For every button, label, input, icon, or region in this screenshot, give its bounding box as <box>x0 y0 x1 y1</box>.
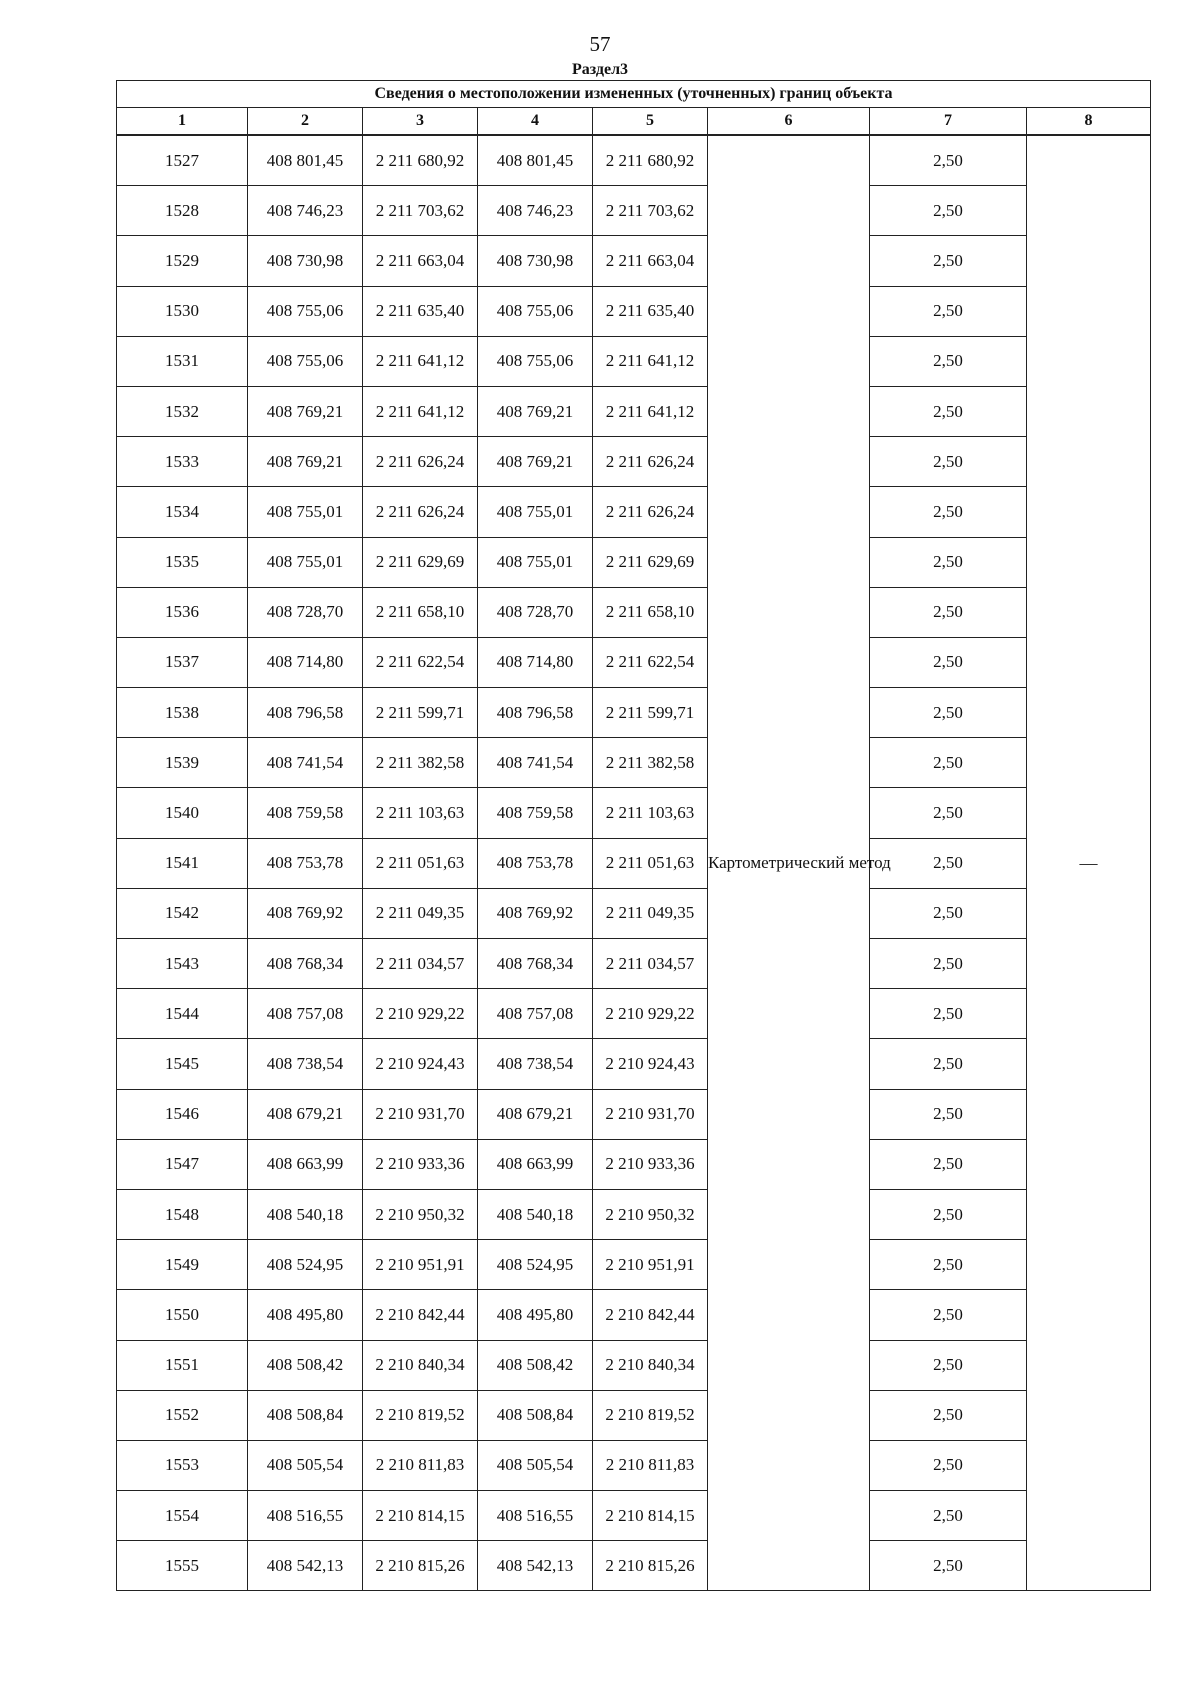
table-cell-y2: 2 211 680,92 <box>593 135 708 186</box>
table-cell-n: 1553 <box>117 1440 248 1490</box>
table-cell-y1: 2 211 382,58 <box>363 738 478 788</box>
table-cell-accuracy: 2,50 <box>870 1390 1027 1440</box>
table-cell-y1: 2 210 933,36 <box>363 1139 478 1189</box>
method-cell: Картометрический метод <box>708 135 870 1591</box>
table-cell-y2: 2 210 814,15 <box>593 1491 708 1541</box>
table-cell-n: 1529 <box>117 236 248 286</box>
table-cell-y1: 2 211 049,35 <box>363 888 478 938</box>
table-cell-x2: 408 769,21 <box>478 437 593 487</box>
table-row <box>117 788 1151 838</box>
table-cell-x1: 408 796,58 <box>248 688 363 738</box>
table-cell-accuracy: 2,50 <box>870 386 1027 436</box>
table-cell-y1: 2 211 703,62 <box>363 186 478 236</box>
table-body <box>117 135 1151 1591</box>
table-cell-y2: 2 211 382,58 <box>593 738 708 788</box>
table-row <box>117 1290 1151 1340</box>
table-cell-y2: 2 211 629,69 <box>593 537 708 587</box>
table-cell-accuracy: 2,50 <box>870 688 1027 738</box>
table-cell-accuracy: 2,50 <box>870 1039 1027 1089</box>
table-row <box>117 1189 1151 1239</box>
table-cell-y2: 2 211 626,24 <box>593 487 708 537</box>
table-cell-n: 1549 <box>117 1240 248 1290</box>
table-cell-accuracy: 2,50 <box>870 437 1027 487</box>
table-cell-x2: 408 714,80 <box>478 637 593 687</box>
table-cell-y2: 2 211 641,12 <box>593 336 708 386</box>
table-cell-y2: 2 211 034,57 <box>593 939 708 989</box>
table-row <box>117 738 1151 788</box>
table-cell-n: 1544 <box>117 989 248 1039</box>
table-cell-x2: 408 759,58 <box>478 788 593 838</box>
table-row <box>117 939 1151 989</box>
table-cell-x2: 408 516,55 <box>478 1491 593 1541</box>
table-cell-accuracy: 2,50 <box>870 1240 1027 1290</box>
table-cell-n: 1552 <box>117 1390 248 1440</box>
table-cell-x1: 408 516,55 <box>248 1491 363 1541</box>
table-cell-x1: 408 755,01 <box>248 487 363 537</box>
table-cell-accuracy: 2,50 <box>870 236 1027 286</box>
table-row <box>117 1139 1151 1189</box>
table-cell-x1: 408 728,70 <box>248 587 363 637</box>
table-cell-x1: 408 755,06 <box>248 336 363 386</box>
table-row <box>117 1340 1151 1390</box>
table-cell-y2: 2 210 950,32 <box>593 1189 708 1239</box>
table-cell-x1: 408 524,95 <box>248 1240 363 1290</box>
table-cell-accuracy: 2,50 <box>870 1290 1027 1340</box>
table-cell-x1: 408 738,54 <box>248 1039 363 1089</box>
column-number: 5 <box>593 108 708 136</box>
table-cell-x2: 408 755,01 <box>478 537 593 587</box>
table-cell-y1: 2 211 641,12 <box>363 336 478 386</box>
table-cell-y1: 2 211 680,92 <box>363 135 478 186</box>
table-cell-y2: 2 210 819,52 <box>593 1390 708 1440</box>
table-cell-n: 1532 <box>117 386 248 436</box>
table-cell-x2: 408 769,21 <box>478 386 593 436</box>
table-cell-y1: 2 210 924,43 <box>363 1039 478 1089</box>
column-number: 6 <box>708 108 870 136</box>
table-cell-x2: 408 679,21 <box>478 1089 593 1139</box>
table-cell-n: 1535 <box>117 537 248 587</box>
table-cell-x2: 408 730,98 <box>478 236 593 286</box>
table-cell-n: 1528 <box>117 186 248 236</box>
table-cell-x2: 408 753,78 <box>478 838 593 888</box>
table-caption: Сведения о местоположении измененных (уточненных) границ объекта <box>117 81 1151 108</box>
table-cell-x1: 408 769,92 <box>248 888 363 938</box>
table-cell-x2: 408 495,80 <box>478 1290 593 1340</box>
table-cell-y2: 2 211 051,63 <box>593 838 708 888</box>
table-row <box>117 1089 1151 1139</box>
table-cell-y2: 2 211 626,24 <box>593 437 708 487</box>
table-row <box>117 838 1151 888</box>
column-number: 7 <box>870 108 1027 136</box>
table-cell-x1: 408 679,21 <box>248 1089 363 1139</box>
table-cell-accuracy: 2,50 <box>870 537 1027 587</box>
table-cell-y2: 2 211 641,12 <box>593 386 708 436</box>
table-cell-y1: 2 211 622,54 <box>363 637 478 687</box>
table-cell-y2: 2 211 703,62 <box>593 186 708 236</box>
table-row <box>117 888 1151 938</box>
table-cell-y2: 2 210 840,34 <box>593 1340 708 1390</box>
table-cell-y2: 2 211 635,40 <box>593 286 708 336</box>
table-row <box>117 688 1151 738</box>
table-cell-y1: 2 210 815,26 <box>363 1541 478 1591</box>
table-cell-y2: 2 211 663,04 <box>593 236 708 286</box>
table-row <box>117 989 1151 1039</box>
table-row <box>117 336 1151 386</box>
table-cell-y2: 2 210 929,22 <box>593 989 708 1039</box>
table-cell-accuracy: 2,50 <box>870 336 1027 386</box>
table-cell-y1: 2 210 929,22 <box>363 989 478 1039</box>
table-cell-y1: 2 210 819,52 <box>363 1390 478 1440</box>
table-cell-x1: 408 755,06 <box>248 286 363 336</box>
table-cell-x1: 408 495,80 <box>248 1290 363 1340</box>
table-cell-x2: 408 663,99 <box>478 1139 593 1189</box>
table-cell-y1: 2 211 103,63 <box>363 788 478 838</box>
table-cell-y1: 2 211 051,63 <box>363 838 478 888</box>
table-cell-n: 1547 <box>117 1139 248 1189</box>
table-cell-accuracy: 2,50 <box>870 487 1027 537</box>
table-row <box>117 386 1151 436</box>
table-cell-n: 1534 <box>117 487 248 537</box>
table-cell-x1: 408 769,21 <box>248 386 363 436</box>
table-cell-accuracy: 2,50 <box>870 788 1027 838</box>
table-cell-n: 1555 <box>117 1541 248 1591</box>
table-cell-x1: 408 769,21 <box>248 437 363 487</box>
table-cell-x2: 408 768,34 <box>478 939 593 989</box>
table-cell-accuracy: 2,50 <box>870 1340 1027 1390</box>
table-cell-y2: 2 210 842,44 <box>593 1290 708 1340</box>
table-row <box>117 437 1151 487</box>
table-cell-x1: 408 663,99 <box>248 1139 363 1189</box>
table-cell-accuracy: 2,50 <box>870 286 1027 336</box>
table-row <box>117 186 1151 236</box>
table-cell-y2: 2 210 815,26 <box>593 1541 708 1591</box>
table-cell-accuracy: 2,50 <box>870 186 1027 236</box>
table-cell-y1: 2 210 814,15 <box>363 1491 478 1541</box>
table-cell-accuracy: 2,50 <box>870 1139 1027 1189</box>
table-cell-y1: 2 211 641,12 <box>363 386 478 436</box>
table-cell-x2: 408 755,06 <box>478 286 593 336</box>
table-cell-y2: 2 211 103,63 <box>593 788 708 838</box>
table-cell-y1: 2 210 811,83 <box>363 1440 478 1490</box>
table-cell-accuracy: 2,50 <box>870 1189 1027 1239</box>
table-cell-y2: 2 211 622,54 <box>593 637 708 687</box>
table-cell-x1: 408 755,01 <box>248 537 363 587</box>
table-cell-accuracy: 2,50 <box>870 989 1027 1039</box>
table-cell-n: 1533 <box>117 437 248 487</box>
table-cell-n: 1537 <box>117 637 248 687</box>
table-cell-accuracy: 2,50 <box>870 738 1027 788</box>
table-row <box>117 1440 1151 1490</box>
table-row <box>117 1039 1151 1089</box>
table-cell-y2: 2 210 933,36 <box>593 1139 708 1189</box>
table-cell-y2: 2 210 924,43 <box>593 1039 708 1089</box>
table-cell-x2: 408 741,54 <box>478 738 593 788</box>
table-cell-accuracy: 2,50 <box>870 135 1027 186</box>
table-cell-accuracy: 2,50 <box>870 888 1027 938</box>
table-cell-x2: 408 769,92 <box>478 888 593 938</box>
table-cell-x2: 408 505,54 <box>478 1440 593 1490</box>
table-cell-x1: 408 741,54 <box>248 738 363 788</box>
column-number-row <box>117 108 1151 136</box>
table-row <box>117 135 1151 186</box>
table-row <box>117 1240 1151 1290</box>
table-cell-x1: 408 540,18 <box>248 1189 363 1239</box>
table-cell-n: 1527 <box>117 135 248 186</box>
table-cell-y1: 2 211 599,71 <box>363 688 478 738</box>
table-cell-n: 1530 <box>117 286 248 336</box>
table-cell-x2: 408 755,06 <box>478 336 593 386</box>
table-cell-y1: 2 211 629,69 <box>363 537 478 587</box>
column-number: 1 <box>117 108 248 136</box>
table-cell-y1: 2 211 663,04 <box>363 236 478 286</box>
table-cell-y1: 2 210 842,44 <box>363 1290 478 1340</box>
table-cell-x2: 408 508,84 <box>478 1390 593 1440</box>
table-row <box>117 487 1151 537</box>
table-cell-accuracy: 2,50 <box>870 1089 1027 1139</box>
table-cell-accuracy: 2,50 <box>870 939 1027 989</box>
table-cell-n: 1543 <box>117 939 248 989</box>
table-cell-x1: 408 542,13 <box>248 1541 363 1591</box>
table-cell-x1: 408 753,78 <box>248 838 363 888</box>
table-cell-n: 1541 <box>117 838 248 888</box>
table-cell-x1: 408 730,98 <box>248 236 363 286</box>
table-cell-n: 1545 <box>117 1039 248 1089</box>
table-cell-accuracy: 2,50 <box>870 587 1027 637</box>
table-cell-n: 1551 <box>117 1340 248 1390</box>
table-cell-y2: 2 211 049,35 <box>593 888 708 938</box>
table-cell-y1: 2 210 950,32 <box>363 1189 478 1239</box>
table-row <box>117 1491 1151 1541</box>
table-cell-n: 1554 <box>117 1491 248 1541</box>
table-cell-y1: 2 211 626,24 <box>363 437 478 487</box>
table-cell-y2: 2 210 931,70 <box>593 1089 708 1139</box>
page-number: 57 <box>589 32 611 56</box>
table-cell-x1: 408 801,45 <box>248 135 363 186</box>
table-cell-y1: 2 210 951,91 <box>363 1240 478 1290</box>
table-cell-x1: 408 714,80 <box>248 637 363 687</box>
table-row <box>117 1390 1151 1440</box>
table-cell-x2: 408 728,70 <box>478 587 593 637</box>
table-cell-x1: 408 746,23 <box>248 186 363 236</box>
table-cell-x2: 408 508,42 <box>478 1340 593 1390</box>
table-cell-x1: 408 505,54 <box>248 1440 363 1490</box>
table-cell-y2: 2 211 599,71 <box>593 688 708 738</box>
table-cell-y2: 2 210 811,83 <box>593 1440 708 1490</box>
table-cell-x2: 408 540,18 <box>478 1189 593 1239</box>
table-cell-x1: 408 759,58 <box>248 788 363 838</box>
table-cell-x2: 408 755,01 <box>478 487 593 537</box>
table-cell-x2: 408 542,13 <box>478 1541 593 1591</box>
table-cell-y1: 2 210 931,70 <box>363 1089 478 1139</box>
table-row <box>117 537 1151 587</box>
table-cell-y2: 2 211 658,10 <box>593 587 708 637</box>
coordinates-table <box>116 80 1151 1591</box>
table-cell-x1: 408 508,84 <box>248 1390 363 1440</box>
table-cell-n: 1536 <box>117 587 248 637</box>
table-cell-x1: 408 508,42 <box>248 1340 363 1390</box>
table-cell-n: 1538 <box>117 688 248 738</box>
table-cell-y1: 2 211 626,24 <box>363 487 478 537</box>
column-number: 2 <box>248 108 363 136</box>
table-cell-x1: 408 768,34 <box>248 939 363 989</box>
table-cell-x2: 408 746,23 <box>478 186 593 236</box>
table-cell-y1: 2 211 635,40 <box>363 286 478 336</box>
table-cell-n: 1540 <box>117 788 248 838</box>
table-cell-accuracy: 2,50 <box>870 838 1027 888</box>
table-cell-y1: 2 211 658,10 <box>363 587 478 637</box>
column-number: 4 <box>478 108 593 136</box>
table-cell-x2: 408 757,08 <box>478 989 593 1039</box>
table-cell-accuracy: 2,50 <box>870 1541 1027 1591</box>
table-row <box>117 286 1151 336</box>
table-cell-n: 1542 <box>117 888 248 938</box>
table-cell-n: 1550 <box>117 1290 248 1340</box>
note-cell: — <box>1027 135 1151 1591</box>
table-cell-x1: 408 757,08 <box>248 989 363 1039</box>
table-cell-n: 1531 <box>117 336 248 386</box>
table-cell-x2: 408 801,45 <box>478 135 593 186</box>
table-row <box>117 587 1151 637</box>
column-number: 3 <box>363 108 478 136</box>
table-cell-n: 1539 <box>117 738 248 788</box>
table-cell-n: 1546 <box>117 1089 248 1139</box>
table-cell-accuracy: 2,50 <box>870 1491 1027 1541</box>
table-cell-accuracy: 2,50 <box>870 1440 1027 1490</box>
table-cell-y1: 2 211 034,57 <box>363 939 478 989</box>
table-cell-y1: 2 210 840,34 <box>363 1340 478 1390</box>
section-title: Раздел3 <box>571 61 629 78</box>
table-row <box>117 236 1151 286</box>
table-cell-x2: 408 524,95 <box>478 1240 593 1290</box>
table-row <box>117 1541 1151 1591</box>
table-cell-n: 1548 <box>117 1189 248 1239</box>
table-cell-y2: 2 210 951,91 <box>593 1240 708 1290</box>
table-row <box>117 637 1151 687</box>
table-cell-x2: 408 796,58 <box>478 688 593 738</box>
table-cell-x2: 408 738,54 <box>478 1039 593 1089</box>
column-number: 8 <box>1027 108 1151 136</box>
table-cell-accuracy: 2,50 <box>870 637 1027 687</box>
